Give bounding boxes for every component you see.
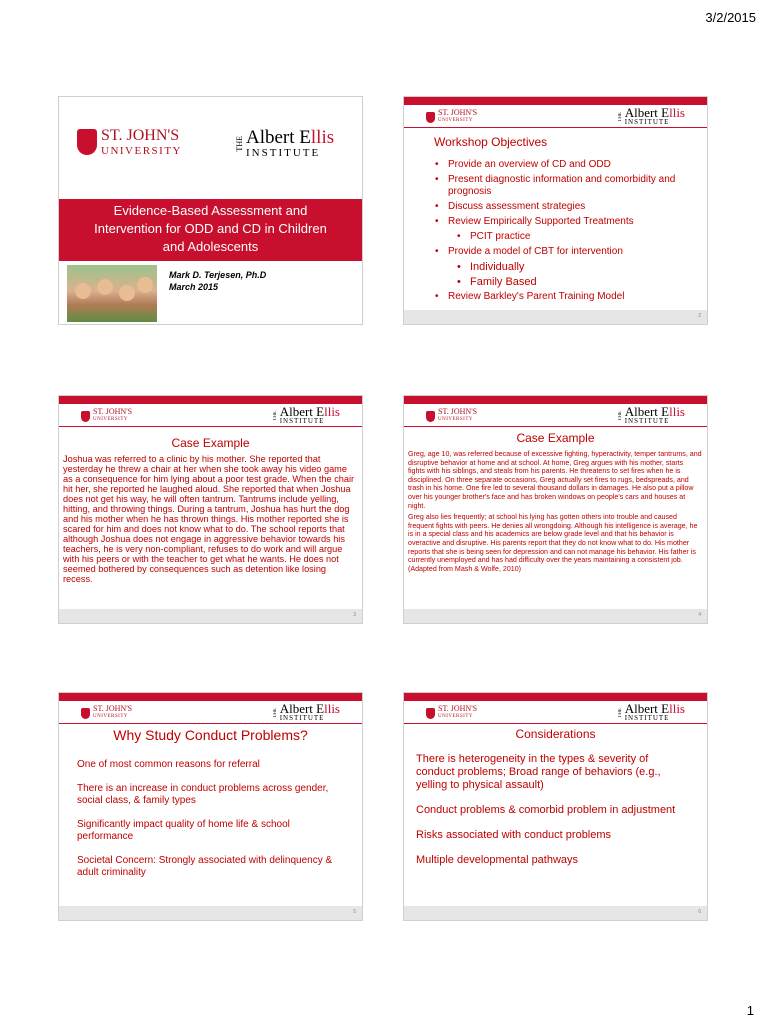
slide-number: 2 bbox=[698, 313, 701, 319]
logo-name: Albert Ellis bbox=[246, 127, 335, 148]
list-item: • Review Empirically Supported Treatments bbox=[448, 216, 688, 228]
list-item: Significantly impact quality of home life & school performance bbox=[77, 819, 290, 842]
crest-icon bbox=[426, 708, 435, 719]
slide-number: 5 bbox=[353, 909, 356, 915]
slide-number: 6 bbox=[698, 909, 701, 915]
slide-number: 3 bbox=[353, 612, 356, 618]
list-item: • Provide an overview of CD and ODD bbox=[448, 159, 688, 171]
case-paragraph: Greg, age 10, was referred because of excessive fighting, hyperactivity, temper tantrums, and disruptive behavior at home and at school. At home, Greg argues with his mother, starts fights with his siblings, and steals from his parents. He threatens to set fires when he is disciplined. On three separate occasions, Greg actually set fires to rugs, bedspreads, and trash in his home. One fire led to several thousand dollars in damages. He also put a pillow over his younger brother's face and has broken windows on people's cars and houses at night. bbox=[408, 450, 702, 510]
crest-icon bbox=[426, 112, 435, 123]
list-item: • Provide a model of CBT for intervention bbox=[448, 246, 688, 258]
author-block bbox=[169, 269, 266, 293]
case-paragraph: Greg also lies frequently; at school his lying has gotten others into trouble and caused frequent fights with peers. He denies all wrongdoing. Although his intelligence is average, he is in a special class and his academics are below grade level and that his behavior is overactive and disruptive. His parents report that they do not know what to do. His mother reports that she is being seen for depression and can not manage his behavior. His father is currently unemployed and has had difficulty over the years maintaining a consistent job. (Adapted from Mash & Wolfe, 2010) bbox=[408, 513, 698, 573]
slide-title: Evidence-Based Assessment and Intervention for ODD and CD in Children and Adolescents bbox=[94, 203, 327, 254]
albert-ellis-logo: THE Albert Ellis INSTITUTE bbox=[617, 404, 685, 425]
list-item: • Individually bbox=[470, 261, 688, 273]
crest-icon bbox=[426, 411, 435, 422]
slide-title: Workshop Objectives bbox=[434, 135, 548, 149]
albert-ellis-logo: THE Albert Ellis INSTITUTE bbox=[272, 701, 340, 722]
presentation-date: March 2015 bbox=[169, 282, 219, 292]
albert-ellis-logo: THE Albert Ellis INSTITUTE bbox=[617, 701, 685, 722]
slide-header-logos bbox=[59, 404, 362, 426]
crest-icon bbox=[81, 708, 90, 719]
albert-ellis-logo: THE Albert Ellis INSTITUTE bbox=[272, 404, 340, 425]
slide-title: Case Example bbox=[516, 431, 595, 445]
st-johns-logo: ST. JOHN'S UNIVERSITY bbox=[81, 705, 132, 721]
slide-title: Case Example bbox=[171, 436, 250, 450]
slide-title: Considerations bbox=[515, 727, 596, 741]
st-johns-logo: ST. JOHN'S UNIVERSITY bbox=[426, 705, 477, 721]
page-number: 1 bbox=[746, 1003, 754, 1018]
logo-text-line1: ST. JOHN'S bbox=[101, 127, 180, 144]
author-name: Mark D. Terjesen, Ph.D bbox=[169, 270, 267, 280]
list-item: • Family Based bbox=[470, 276, 688, 288]
case-body: Joshua was referred to a clinic by his mother. She reported that yesterday he threw a chair at her when she took away his video game as a consequence for him lying about a poor test grade. When the chair hit her, she reported he laughed aloud. She reported that when Joshua does not get his way, he will often tantrum. Tantrums include yelling, hitting, and throwing things. During a tantrum, Joshua has hurt the dog and his mother when he has thrown things. His mother reported she is scared for him and does not know what to do. The school reports that although Joshua does not engage in aggressive behavior towards his teachers, he is very non-compliant, refuses to do work and will argue with his peers or with the teacher to get what he wants. He does not seemed bothered by consequences such as detention like losing recess. bbox=[63, 454, 355, 584]
st-johns-logo bbox=[77, 127, 182, 157]
list-item: Risks associated with conduct problems bbox=[416, 829, 612, 841]
logo-the: THE bbox=[235, 136, 244, 152]
slide-header-logos bbox=[59, 701, 362, 723]
st-johns-logo: ST. JOHN'S UNIVERSITY bbox=[426, 408, 477, 424]
list-item: One of most common reasons for referral bbox=[77, 759, 260, 770]
crest-icon bbox=[81, 411, 90, 422]
list-item: • Review Barkley's Parent Training Model bbox=[448, 291, 688, 303]
considerations-list bbox=[416, 753, 688, 867]
slide-3 bbox=[58, 395, 363, 624]
slide-5 bbox=[58, 692, 363, 921]
children-photo bbox=[67, 265, 157, 322]
list-item: There is an increase in conduct problems across gender, social class, & family types bbox=[77, 783, 329, 806]
objectives-list bbox=[448, 159, 688, 306]
print-date: 3/2/2015 bbox=[705, 10, 756, 25]
logo-institute: INSTITUTE bbox=[246, 147, 321, 159]
slide-4 bbox=[403, 395, 708, 624]
reasons-list bbox=[77, 759, 337, 879]
list-item: • Discuss assessment strategies bbox=[448, 201, 688, 213]
list-item: Societal Concern: Strongly associated with delinquency & adult criminality bbox=[77, 855, 333, 878]
list-item: • Present diagnostic information and comorbidity and prognosis bbox=[448, 174, 688, 198]
list-item: • PCIT practice bbox=[470, 231, 688, 243]
title-band bbox=[59, 199, 362, 261]
case-body bbox=[408, 450, 702, 573]
list-item: Multiple developmental pathways bbox=[416, 854, 579, 866]
st-johns-logo: ST. JOHN'S UNIVERSITY bbox=[426, 109, 477, 125]
slide-title: Why Study Conduct Problems? bbox=[113, 727, 308, 743]
logo-text-line2: UNIVERSITY bbox=[101, 145, 182, 157]
slide-header-logos bbox=[404, 701, 707, 723]
slide-2 bbox=[403, 96, 708, 325]
slide-number: 4 bbox=[698, 612, 701, 618]
slide-1 bbox=[58, 96, 363, 325]
slide-header-logos bbox=[404, 404, 707, 426]
list-item: There is heterogeneity in the types & severity of conduct problems; Broad range of behaviors (e.g., yelling to physical assault) bbox=[416, 753, 661, 791]
albert-ellis-logo: THE Albert Ellis INSTITUTE bbox=[617, 105, 685, 126]
crest-icon bbox=[77, 129, 97, 155]
slide-header-logos bbox=[404, 105, 707, 127]
list-item: Conduct problems & comorbid problem in adjustment bbox=[416, 804, 676, 816]
albert-ellis-logo bbox=[235, 129, 334, 159]
slide-6 bbox=[403, 692, 708, 921]
st-johns-logo: ST. JOHN'S UNIVERSITY bbox=[81, 408, 132, 424]
